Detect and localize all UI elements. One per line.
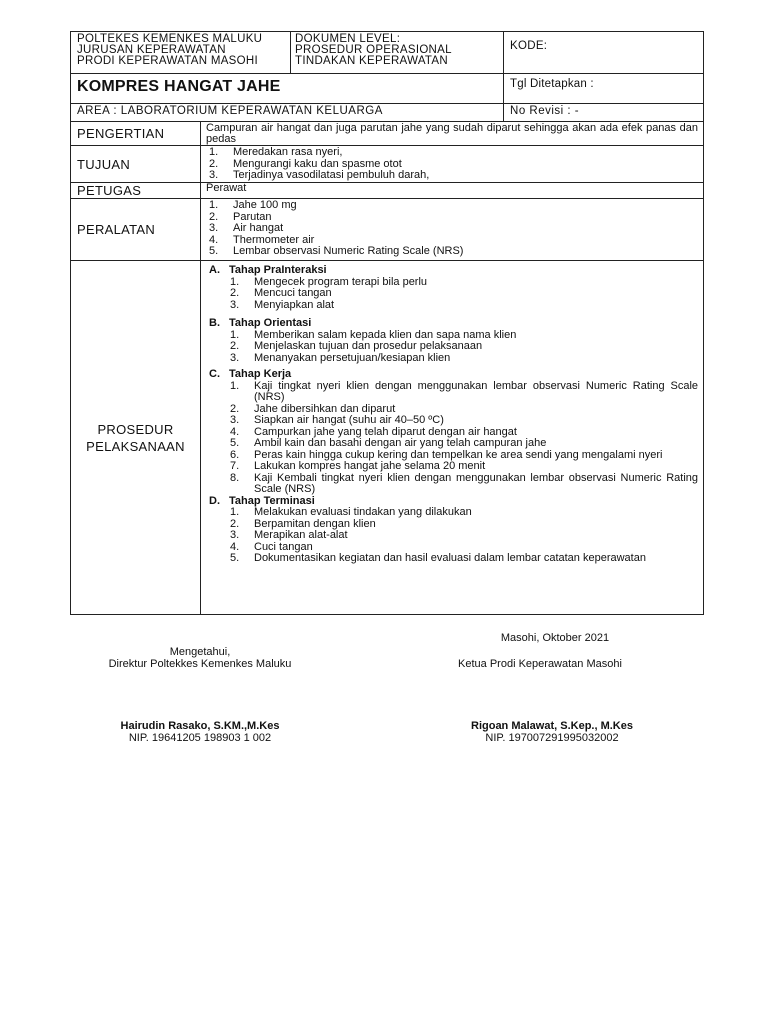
list-item: 1. Meredakan rasa nyeri, <box>209 146 343 158</box>
tujuan-label: TUJUAN <box>71 146 201 183</box>
list-item: 1. Memberikan salam kepada klien dan sapa nama klien <box>230 328 517 341</box>
sop-table <box>70 31 704 615</box>
list-item: 2. Parutan <box>209 210 272 223</box>
peralatan-list <box>201 199 704 261</box>
institution-line: JURUSAN KEPERAWATAN <box>77 44 226 56</box>
list-item: 1. Mengecek program terapi bila perlu <box>230 275 428 288</box>
institution-line: PRODI KEPERAWATAN MASOHI <box>77 55 258 67</box>
list-item: 2. Mengurangi kaku dan spasme otot <box>209 157 402 170</box>
tujuan-list <box>201 146 704 183</box>
list-item: 4. Campurkan jahe yang telah diparut dengan air hangat <box>230 425 517 438</box>
list-item: 2. Mencuci tangan <box>230 287 332 299</box>
right-signatory <box>412 720 692 744</box>
petugas-text: Perawat <box>201 183 704 199</box>
place-date: Masohi, Oktober 2021 <box>500 632 610 644</box>
section-a-title: A. Tahap PraInteraksi <box>209 264 327 276</box>
list-item: 5. Dokumentasikan kegiatan dan hasil evaluasi dalam lembar catatan keperawatan <box>230 552 646 564</box>
left-signatory <box>60 720 340 744</box>
list-item: 6. Peras kain hingga cukup kering dan tempelkan ke area sendi yang mengalami nyeri <box>230 448 663 461</box>
sop-document <box>70 31 703 615</box>
right-signatory-name: Rigoan Malawat, S.Kep., M.Kes <box>471 720 633 732</box>
left-signatory-nip: NIP. 19641205 198903 1 002 <box>128 732 272 744</box>
list-item: 4. Thermometer air <box>209 233 315 246</box>
list-item: 4. Cuci tangan <box>230 540 313 553</box>
document-level-cell <box>291 32 504 74</box>
list-item: 3. Menyiapkan alat <box>230 298 335 311</box>
list-item: 5. Ambil kain dan basahi dengan air yang telah campuran jahe <box>230 437 547 449</box>
tgl-ditetapkan: Tgl Ditetapkan : <box>504 74 704 104</box>
doc-level-line: PROSEDUR OPERASIONAL <box>295 44 452 56</box>
kode-cell <box>504 32 704 74</box>
doc-level-line: TINDAKAN KEPERAWATAN <box>295 55 448 67</box>
list-item: 2. Berpamitan dengan klien <box>230 517 376 530</box>
petugas-label: PETUGAS <box>71 183 201 199</box>
list-item: 7. Lakukan kompres hangat jahe selama 20 menit <box>230 460 486 472</box>
section-d-title: D. Tahap Terminasi <box>209 494 315 507</box>
peralatan-label: PERALATAN <box>71 199 201 261</box>
list-item: 1. Jahe 100 mg <box>209 199 297 211</box>
no-revisi: No Revisi : - <box>504 104 704 122</box>
list-item: 3. Air hangat <box>209 222 284 234</box>
list-item: 2. Jahe dibersihkan dan diparut <box>230 402 396 415</box>
doc-level-line: DOKUMEN LEVEL: <box>295 33 401 45</box>
list-item: 3. Siapkan air hangat (suhu air 40–50 ºC) <box>230 414 444 426</box>
right-signatory-nip: NIP. 197007291995032002 <box>485 732 619 744</box>
left-signatory-title: Mengetahui, Direktur Poltekkes Kemenkes Maluku <box>108 646 292 670</box>
list-item: 3. Menanyakan persetujuan/kesiapan klien <box>230 351 451 364</box>
prosedur-label: PROSEDUR PELAKSANAAN <box>71 261 201 615</box>
list-item: 3. Merapikan alat-alat <box>230 529 348 541</box>
right-signatory-title: Ketua Prodi Keperawatan Masohi <box>458 658 622 670</box>
list-item: 1. Kaji tingkat nyeri klien dengan menggunakan lembar observasi Numeric Rating Scale (NRS) <box>230 379 699 403</box>
list-item: 3. Terjadinya vasodilatasi pembuluh darah, <box>209 169 430 181</box>
left-signatory-name: Hairudin Rasako, S.KM.,M.Kes <box>120 720 280 732</box>
pengertian-text: Campuran air hangat dan juga parutan jahe yang sudah diparut sehingga akan ada efek panas dan pedas <box>201 122 704 146</box>
institution-cell <box>71 32 291 74</box>
pengertian-label: PENGERTIAN <box>71 122 201 146</box>
document-title: KOMPRES HANGAT JAHE <box>71 74 504 104</box>
kode-label: KODE: <box>510 40 548 52</box>
area-label: AREA : LABORATORIUM KEPERAWATAN KELUARGA <box>71 104 504 122</box>
section-c-title: C. Tahap Kerja <box>209 368 292 380</box>
list-item: 2. Menjelaskan tujuan dan prosedur pelaksanaan <box>230 340 483 352</box>
institution-line: POLTEKES KEMENKES MALUKU <box>77 33 263 45</box>
list-item: 1. Melakukan evaluasi tindakan yang dilakukan <box>230 506 472 518</box>
list-item: 8. Kaji Kembali tingkat nyeri klien dengan menggunakan lembar observasi Numeric Rating Scale (NRS) <box>230 471 699 495</box>
section-b-title: B. Tahap Orientasi <box>209 317 312 329</box>
prosedur-content <box>201 261 704 615</box>
list-item: 5. Lembar observasi Numeric Rating Scale (NRS) <box>209 245 464 257</box>
